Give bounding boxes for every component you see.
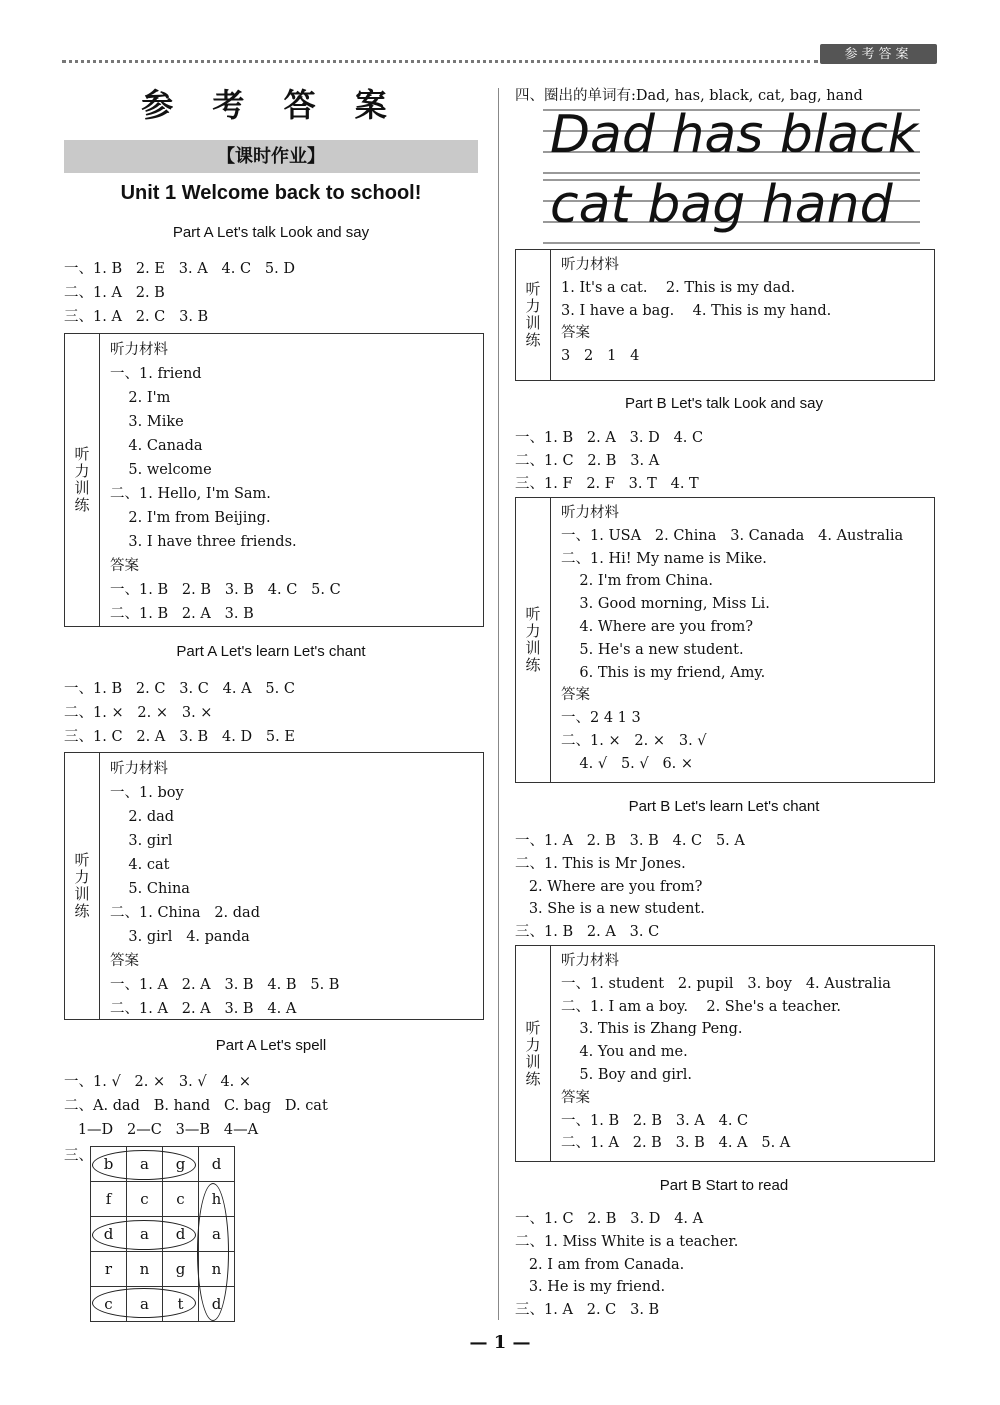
answer-line: 三、1. A 2. C 3. B bbox=[64, 309, 209, 325]
answer-line: 三、1. C 2. A 3. B 4. D 5. E bbox=[64, 729, 295, 745]
box-line: 5. welcome bbox=[110, 462, 212, 478]
box-line: 3. This is Zhang Peng. bbox=[561, 1021, 743, 1038]
grid-cell: a bbox=[199, 1217, 235, 1252]
header-tag: 参考答案 bbox=[820, 44, 937, 64]
box-line: 5. China bbox=[110, 881, 190, 897]
box-label: 听力训练 bbox=[516, 498, 551, 782]
word-circle bbox=[92, 1288, 196, 1318]
circled-words-line: 四、圈出的单词有:Dad, has, black, cat, bag, hand bbox=[515, 88, 863, 104]
box-line: 二、1. × 2. × 3. √ bbox=[561, 732, 707, 749]
grid-cell: d bbox=[199, 1147, 235, 1182]
answer-line: 3. She is a new student. bbox=[515, 901, 705, 918]
grid-cell: f bbox=[91, 1182, 127, 1217]
box-line: 5. He's a new student. bbox=[561, 641, 744, 658]
box-line: 一、1. student 2. pupil 3. boy 4. Australia bbox=[561, 975, 891, 992]
answer-line: 1—D 2—C 3—B 4—A bbox=[64, 1122, 259, 1138]
grid-cell: h bbox=[199, 1182, 235, 1217]
grid-cell: n bbox=[199, 1252, 235, 1287]
box-line: 一、1. USA 2. China 3. Canada 4. Australia bbox=[561, 527, 904, 544]
box-line: 3. girl 4. panda bbox=[110, 929, 250, 945]
box-line: 4. √ 5. √ 6. × bbox=[561, 755, 694, 772]
box-line: 二、1. A 2. A 3. B 4. A bbox=[110, 1001, 297, 1017]
box-label: 听力训练 bbox=[516, 250, 551, 380]
answer-line: 一、1. B 2. E 3. A 4. C 5. D bbox=[64, 261, 295, 277]
answer-list bbox=[64, 1070, 328, 1142]
listening-box bbox=[515, 945, 935, 1162]
grid-cell: c bbox=[127, 1182, 163, 1217]
listening-box bbox=[64, 752, 484, 1020]
box-line: 二、1. Hello, I'm Sam. bbox=[110, 486, 271, 502]
grid-cell: d bbox=[199, 1287, 235, 1322]
answer-line: 一、1. √ 2. × 3. √ 4. × bbox=[64, 1074, 252, 1090]
box-content bbox=[561, 502, 928, 776]
part-heading: Part B Start to read bbox=[659, 1177, 789, 1194]
box-line: 5. Boy and girl. bbox=[561, 1066, 693, 1083]
listening-box bbox=[515, 497, 935, 783]
column-divider bbox=[498, 88, 499, 1320]
word-circle bbox=[92, 1220, 196, 1250]
box-line: 6. This is my friend, Amy. bbox=[561, 664, 766, 681]
box-line: 一、1. friend bbox=[110, 366, 202, 382]
box-line: 二、1. B 2. A 3. B bbox=[110, 606, 254, 622]
word-circle bbox=[92, 1150, 196, 1180]
unit-heading: Unit 1 Welcome back to school! bbox=[120, 182, 422, 204]
box-line: 一、1. B 2. B 3. A 4. C bbox=[561, 1112, 749, 1129]
box-line: 3. I have a bag. 4. This is my hand. bbox=[561, 302, 832, 319]
box-line: 2. I'm bbox=[110, 390, 171, 406]
box-line: 3. girl bbox=[110, 833, 173, 849]
grid-cell: b bbox=[91, 1147, 127, 1182]
part-heading: Part A Let's spell bbox=[215, 1037, 327, 1054]
grid-label: 三、 bbox=[64, 1148, 93, 1164]
answer-line: 二、1. Miss White is a teacher. bbox=[515, 1233, 739, 1250]
box-line: 4. Where are you from? bbox=[561, 618, 754, 635]
grid-cell: d bbox=[163, 1217, 199, 1252]
answer-line: 二、A. dad B. hand C. bag D. cat bbox=[64, 1098, 328, 1114]
box-content bbox=[561, 254, 928, 368]
grid-cell: a bbox=[127, 1287, 163, 1322]
answer-list bbox=[515, 830, 745, 944]
answer-line: 3. He is my friend. bbox=[515, 1279, 666, 1296]
part-heading: Part B Let's talk Look and say bbox=[625, 395, 823, 412]
box-label: 听力训练 bbox=[516, 946, 551, 1161]
box-line: 听力材料 bbox=[561, 953, 619, 969]
box-line: 一、1. A 2. A 3. B 4. B 5. B bbox=[110, 977, 340, 993]
grid-cell: a bbox=[127, 1217, 163, 1252]
box-line: 听力材料 bbox=[561, 505, 619, 521]
word-circle bbox=[197, 1183, 229, 1321]
box-line: 答案 bbox=[561, 325, 590, 342]
box-line: 听力材料 bbox=[110, 342, 168, 358]
answer-list bbox=[64, 257, 295, 329]
box-line: 答案 bbox=[561, 687, 590, 704]
box-line: 2. dad bbox=[110, 809, 175, 825]
box-line: 2. I'm from China. bbox=[561, 573, 714, 590]
answer-line: 三、1. B 2. A 3. C bbox=[515, 924, 660, 941]
grid-cell: a bbox=[127, 1147, 163, 1182]
grid-cell: c bbox=[163, 1182, 199, 1217]
answer-line: 二、1. × 2. × 3. × bbox=[64, 705, 213, 721]
grid-cell: d bbox=[91, 1217, 127, 1252]
answer-line: 二、1. A 2. B bbox=[64, 285, 165, 301]
box-line: 4. Canada bbox=[110, 438, 203, 454]
header-rule bbox=[62, 60, 818, 63]
box-line: 答案 bbox=[561, 1089, 590, 1106]
page-title: 参 考 答 案 bbox=[141, 86, 401, 124]
box-line: 一、1. B 2. B 3. B 4. C 5. C bbox=[110, 582, 341, 598]
answer-line: 二、1. C 2. B 3. A bbox=[515, 452, 660, 469]
box-line: 一、2 4 1 3 bbox=[561, 710, 641, 727]
answer-line: 一、1. A 2. B 3. B 4. C 5. A bbox=[515, 833, 745, 849]
answer-list bbox=[64, 677, 295, 749]
box-line: 二、1. A 2. B 3. B 4. A 5. A bbox=[561, 1135, 791, 1152]
answer-line: 三、1. F 2. F 3. T 4. T bbox=[515, 475, 699, 492]
box-line: 二、1. Hi! My name is Mike. bbox=[561, 550, 767, 567]
box-content bbox=[110, 338, 477, 626]
box-content bbox=[561, 950, 928, 1155]
box-line: 4. cat bbox=[110, 857, 170, 873]
box-line: 答案 bbox=[110, 953, 139, 969]
part-heading: Part B Let's learn Let's chant bbox=[628, 798, 820, 815]
grid-cell: r bbox=[91, 1252, 127, 1287]
handwriting-lines bbox=[518, 95, 923, 255]
box-line: 二、1. I am a boy. 2. She's a teacher. bbox=[561, 998, 841, 1015]
grid-cell: t bbox=[163, 1287, 199, 1322]
answer-line: 2. I am from Canada. bbox=[515, 1256, 685, 1273]
box-label: 听力训练 bbox=[65, 753, 100, 1019]
answer-line: 三、1. A 2. C 3. B bbox=[515, 1302, 660, 1319]
answer-line: 一、1. B 2. A 3. D 4. C bbox=[515, 430, 704, 446]
part-heading: Part A Let's learn Let's chant bbox=[176, 643, 366, 660]
box-line: 1. It's a cat. 2. This is my dad. bbox=[561, 279, 796, 296]
handwriting-text: cat bag hand bbox=[550, 175, 893, 235]
part-heading: Part A Let's talk Look and say bbox=[172, 224, 370, 241]
box-line: 听力材料 bbox=[561, 257, 619, 273]
answer-line: 一、1. C 2. B 3. D 4. A bbox=[515, 1211, 704, 1227]
box-line: 3. Good morning, Miss Li. bbox=[561, 596, 770, 613]
listening-box bbox=[515, 249, 935, 381]
answer-list bbox=[515, 1208, 738, 1322]
box-line: 3 2 1 4 bbox=[561, 348, 640, 365]
box-line: 一、1. boy bbox=[110, 785, 184, 801]
box-line: 听力材料 bbox=[110, 761, 168, 777]
grid-cell: g bbox=[163, 1147, 199, 1182]
box-line: 二、1. China 2. dad bbox=[110, 905, 260, 921]
box-line: 4. You and me. bbox=[561, 1044, 688, 1061]
answer-list bbox=[515, 427, 703, 495]
section-bar: 【课时作业】 bbox=[64, 140, 478, 173]
answer-line: 一、1. B 2. C 3. C 4. A 5. C bbox=[64, 681, 295, 697]
handwriting-text: Dad has black bbox=[550, 105, 918, 165]
box-content bbox=[110, 757, 477, 1021]
box-label: 听力训练 bbox=[65, 334, 100, 626]
box-line: 答案 bbox=[110, 558, 139, 574]
grid-cell: c bbox=[91, 1287, 127, 1322]
answer-line: 2. Where are you from? bbox=[515, 878, 703, 895]
box-line: 3. I have three friends. bbox=[110, 534, 297, 550]
box-line: 3. Mike bbox=[110, 414, 184, 430]
grid-cell: n bbox=[127, 1252, 163, 1287]
grid-cell: g bbox=[163, 1252, 199, 1287]
answer-line: 二、1. This is Mr Jones. bbox=[515, 855, 686, 872]
page-number: — 1 — bbox=[469, 1332, 531, 1353]
listening-box bbox=[64, 333, 484, 627]
box-line: 2. I'm from Beijing. bbox=[110, 510, 271, 526]
